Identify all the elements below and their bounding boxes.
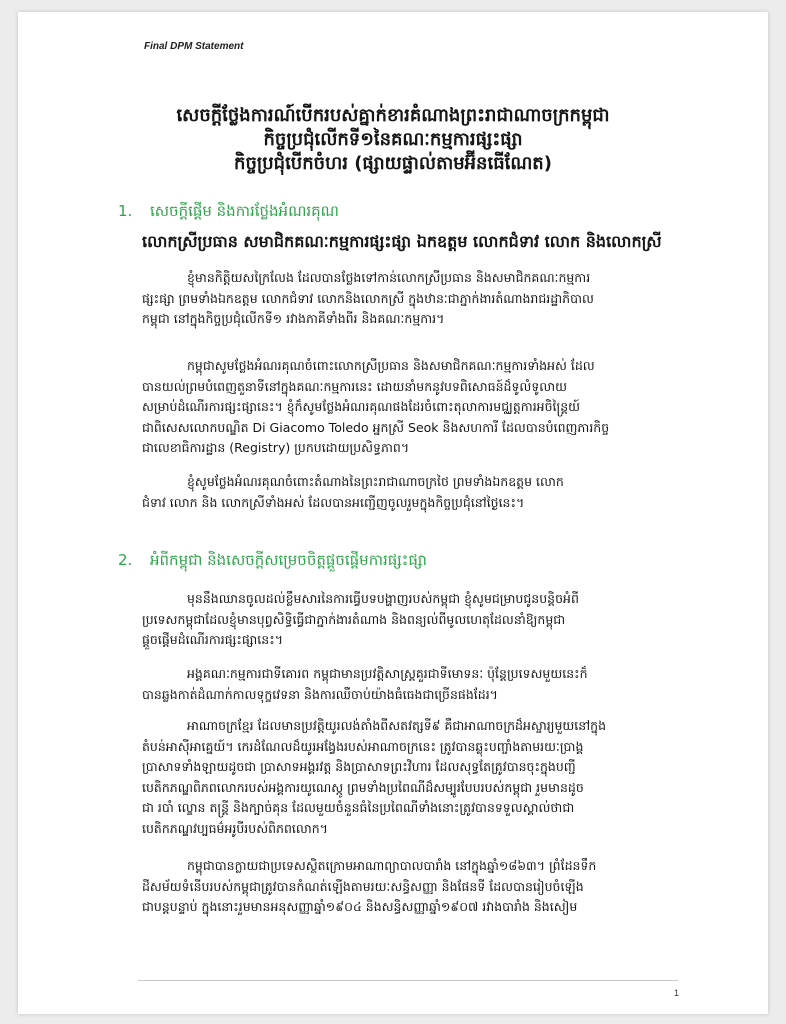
section-1-paragraph-2 [142,356,642,459]
section-1-paragraph-3 [142,472,642,513]
paragraph-line: ជំទាវ លោក និង លោកស្រីទាំងអស់ ដែលបានអញ្ជើញចូលរួមក្នុងកិច្ចប្រជុំនៅថ្ងៃនេះ។ [142,494,525,510]
header-label: Final DPM Statement [144,41,244,52]
section-1-number: 1. [118,202,133,220]
paragraph-line: បានឆ្លងកាត់ដំណាក់កាលទុក្ខវេទនា និងការឈឺចាប់យ៉ាងធំធេងជាច្រើនផងដែរ។ [142,686,498,702]
section-1-title: សេចក្តីផ្តើម និងការថ្លែងអំណរគុណ [150,202,339,220]
paragraph-line: ផ្តួចផ្តើមដំណើរការផ្សះផ្សានេះ។ [142,632,283,647]
document-page [18,12,768,1014]
title-line-2: កិច្ចប្រជុំលើកទី១នៃគណៈកម្មការផ្សះផ្សា [263,129,523,150]
title-line-3: កិច្ចប្រជុំបើកចំហរ (ផ្សាយផ្ទាល់តាមអ៊ីនធើណែត) [234,153,552,174]
paragraph-line: ប្រាសាទទាំងឡាយដូចជា ប្រាសាទអង្គរវត្ត និងប្រាសាទព្រះវិហារ ដែលសុទ្ធតែត្រូវបានចុះក្នុងបញ្ជី [142,759,576,774]
paragraph-line: ជាលេខាធិការដ្ឋាន (Registry) ប្រកបដោយប្រសិទ្ធភាព។ [142,440,410,455]
section-2-heading [118,550,427,570]
document-title [118,104,668,176]
paragraph-line: ខ្ញុំសូមថ្លែងអំណរគុណចំពោះតំណាងនៃព្រះរាជាណាចក្រថៃ ព្រមទាំងឯកឧត្តម លោក [187,474,564,489]
paragraph-line: មុននឹងឈានចូលដល់ខ្លឹមសារនៃការធ្វើបទបង្ហាញរបស់កម្ពុជា ខ្ញុំសូមជម្រាបជូនបន្តិចអំពី [187,591,579,606]
paragraph-line: តំបន់អាស៊ីអាគ្នេយ៍។ កេរដំណែលដ៏យូរអង្វែងរបស់អាណាចក្រនេះ ត្រូវបានឆ្លុះបញ្ចាំងតាមរយៈប្រាង្គ [142,738,584,754]
title-line-1: សេចក្តីថ្លែងការណ៍បើករបស់គ្នាក់ខារគំណាងព្រះរាជាណាចក្រកម្ពុជា [176,105,610,126]
paragraph-line: ដីសម័យទំនើបរបស់កម្ពុជាត្រូវបានកំណត់ឡើងតាមរយៈសន្ធិសញ្ញា និងផែនទី ដែលបានរៀបចំឡើង [142,878,584,894]
section-2-number: 2. [118,551,133,569]
paragraph-line: បេតិកភណ្ឌវប្បធម៌អរូបីរបស់ពិភពលោក។ [142,820,328,836]
paragraph-line: អាណាចក្រខ្មែរ ដែលមានប្រវត្តិយូរលង់តាំងពីសតវត្សទី៩ គឺជាអាណាចក្រដ៏អស្ចារ្យមួយនៅក្នុង [187,718,607,733]
paragraph-line: ជា របាំ ល្ខោន តន្ត្រី និងក្បាច់គុន ដែលមួយចំនួនធំនៃប្រពៃណីទាំងនោះត្រូវបានទទួលស្គាល់ថាជា [142,800,575,815]
paragraph-line: ជាពិសេសលោកបណ្ឌិត Di Giacomo Toledo អ្នកស្រី Seok និងសហការី ដែលបានបំពេញភារកិច្ច [142,419,610,435]
paragraph-line: កម្ពុជាបានក្លាយជាប្រទេសស្ថិតក្រោមអាណាព្យាបាលបារាំង នៅក្នុងឆ្នាំ១៨៦៣។ ព្រំដែនទឹក [187,858,597,873]
paragraph-line: កម្ពុជា នៅក្នុងកិច្ចប្រជុំលើកទី១ រវាងភាគីទាំងពីរ និងគណៈកម្មការ។ [142,311,445,326]
paragraph-line: បេតិកភណ្ឌពិភពលោករបស់អង្គការយូណេស្កូ ព្រមទាំងប្រពៃណីដ៏សម្បូរបែបរបស់កម្ពុជា រួមមានដូច [142,779,584,795]
paragraph-line: ប្រទេសកម្ពុជាដែលខ្ញុំមានបុព្វសិទ្ធិធ្វើជាភ្នាក់ងារតំណាង និងពន្យល់ពីមូលហេតុដែលនាំឱ្យកម្ពុជា [142,611,566,627]
section-2-paragraph-3 [142,716,642,839]
paragraph-line: បានយល់ព្រមបំពេញតួនាទីនៅក្នុងគណៈកម្មការនេះ ដោយនាំមកនូវបទពិសោធន៍ដ៏ទូលំទូលាយ [142,378,568,394]
salutation: លោកស្រីប្រធាន សមាជិកគណៈកម្មការផ្សះផ្សា ឯកឧត្តម លោកជំទាវ លោក និងលោកស្រី [142,232,662,251]
paragraph-line: ផ្សះផ្សា ព្រមទាំងឯកឧត្តម លោកជំទាវ លោកនិងលោកស្រី ក្នុងឋានៈជាភ្នាក់ងារតំណាងរាជរដ្ឋាភិបាល [142,290,594,306]
section-2-paragraph-4 [142,856,642,918]
paragraph-line: ជាបន្តបន្ទាប់ ក្នុងនោះរួមមានអនុសញ្ញាឆ្នាំ១៩០៤ និងសន្ធិសញ្ញាឆ្នាំ១៩០៧ រវាងបារាំង និងសៀម [142,899,578,914]
paragraph-line: អង្គគណៈកម្មការជាទីគោរព កម្ពុជាមានប្រវត្តិសាស្ត្រគួរជាទីមោទនៈ ប៉ុន្តែប្រទេសមួយនេះក៏ [187,666,588,681]
section-2-title: អំពីកម្ពុជា និងសេចក្តីសម្រេចចិត្តផ្តួចផ្តើមការផ្សះផ្សា [150,551,427,569]
section-1-heading [118,201,339,221]
page-number: 1 [674,988,680,998]
section-1-paragraph-1 [142,268,642,330]
paragraph-line: កម្ពុជាសូមថ្លែងអំណរគុណចំពោះលោកស្រីប្រធាន និងសមាជិកគណៈកម្មការទាំងអស់ ដែល [187,358,595,373]
paragraph-line: សម្រាប់ដំណើរការផ្សះផ្សានេះ។ ខ្ញុំក៏សូមថ្លែងអំណរគុណផងដែរចំពោះតុលាការមជ្ឈត្តការអចិន្ត្រៃយ៍ [142,399,581,414]
footer-divider [138,980,678,981]
paragraph-line: ខ្ញុំមានកិត្តិយសក្រៃលែង ដែលបានថ្លែងទៅកាន់លោកស្រីប្រធាន និងសមាជិកគណៈកម្មការ [187,270,591,285]
section-2-paragraph-1 [142,589,642,651]
section-2-paragraph-2 [142,664,642,705]
